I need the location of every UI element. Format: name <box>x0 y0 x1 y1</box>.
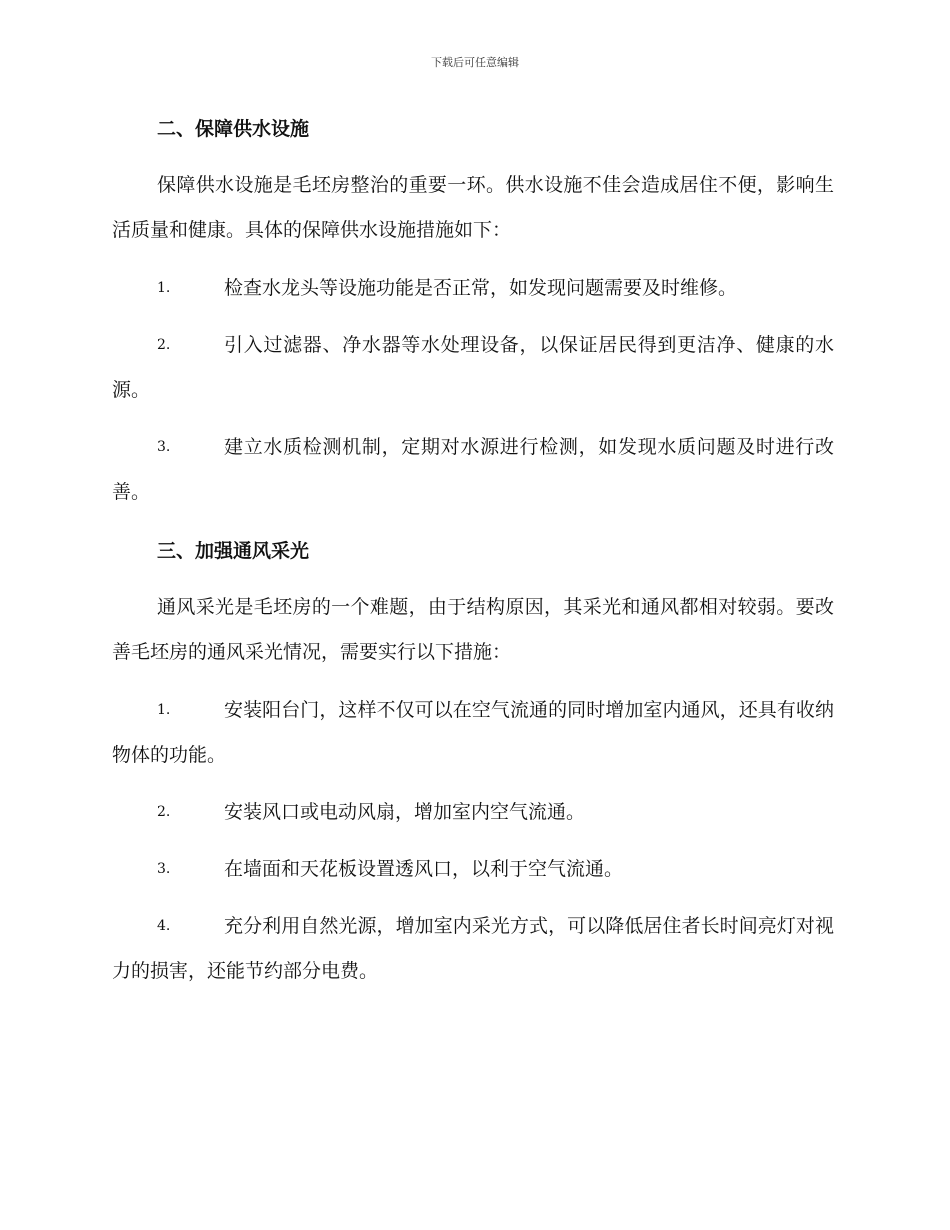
section3-heading: 三、加强通风采光 <box>157 540 310 562</box>
list-number: 2. <box>157 804 171 820</box>
section3-list-item-1 <box>112 688 834 778</box>
section3-list-item-2 <box>112 790 834 835</box>
list-text: 安装风口或电动风扇，增加室内空气流通。 <box>224 801 586 823</box>
list-text: 引入过滤器、净水器等水处理设备，以保证居民得到更洁净、健康的水源。 <box>112 334 834 401</box>
section2-list-item-2 <box>112 323 834 413</box>
list-text: 充分利用自然光源，增加室内采光方式，可以降低居住者长时间亮灯对视力的损害，还能节约部分电费。 <box>112 915 834 982</box>
list-text: 安装阳台门，这样不仅可以在空气流通的同时增加室内通风，还具有收纳物体的功能。 <box>112 699 834 766</box>
list-number: 4. <box>157 918 171 934</box>
section2-heading: 二、保障供水设施 <box>157 118 310 140</box>
list-number: 3. <box>157 439 171 455</box>
list-text: 在墙面和天花板设置透风口，以利于空气流通。 <box>224 858 624 880</box>
section2-intro: 保障供水设施是毛坯房整治的重要一环。供水设施不佳会造成居住不便，影响生活质量和健康。具体的保障供水设施措施如下： <box>112 174 834 241</box>
list-text: 建立水质检测机制，定期对水源进行检测，如发现水质问题及时进行改善。 <box>112 436 834 503</box>
section3-intro: 通风采光是毛坯房的一个难题，由于结构原因，其采光和通风都相对较弱。要改善毛坯房的通风采光情况，需要实行以下措施： <box>112 596 834 663</box>
section3-list-item-4 <box>112 904 834 994</box>
list-number: 3. <box>157 861 171 877</box>
list-number: 1. <box>157 702 171 718</box>
section2-list-item-1 <box>112 266 834 311</box>
page-header-caption: 下载后可任意编辑 <box>431 56 519 69</box>
section3-list-item-3 <box>112 847 834 892</box>
section2-list-item-3 <box>112 425 834 515</box>
list-number: 1. <box>157 280 171 296</box>
list-text: 检查水龙头等设施功能是否正常，如发现问题需要及时维修。 <box>224 277 738 299</box>
list-number: 2. <box>157 337 171 353</box>
